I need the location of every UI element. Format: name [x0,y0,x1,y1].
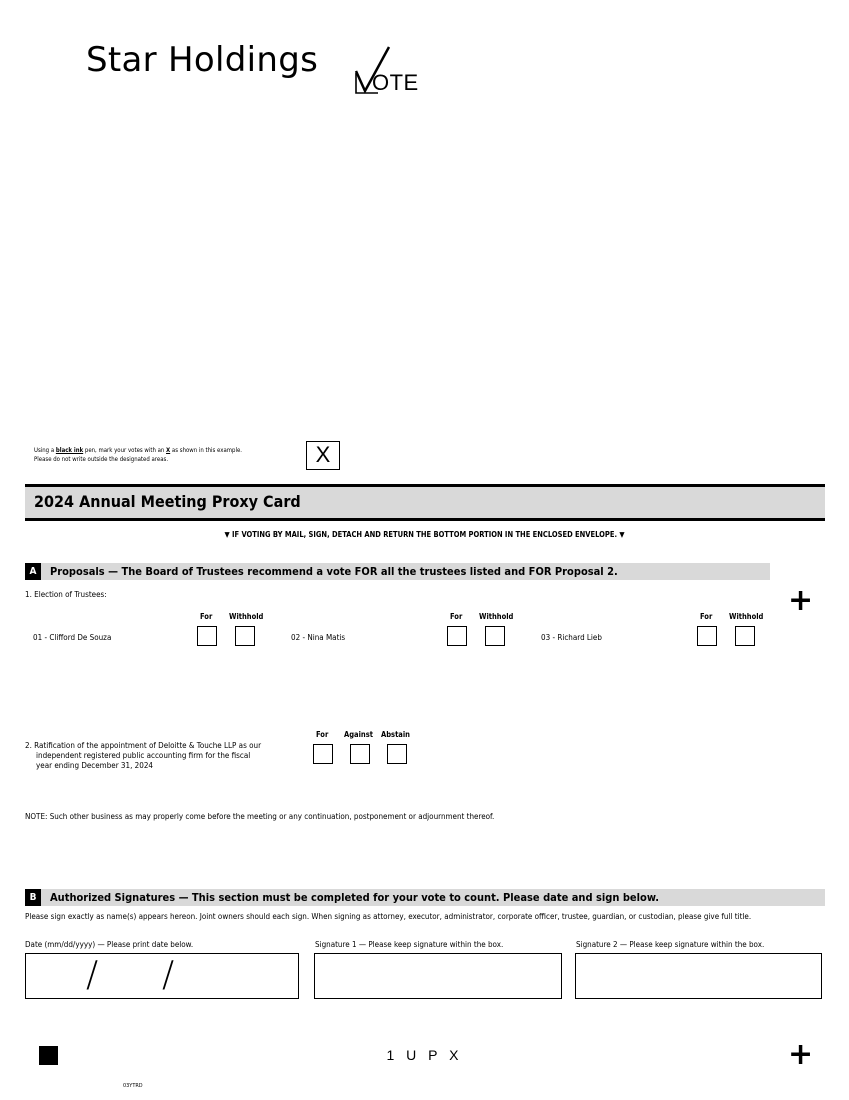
company-logo: Star Holdings [86,40,319,80]
section-a-title: Proposals — The Board of Trustees recommend a vote FOR all the trustees listed and FOR Proposal 2. [50,565,618,578]
nominee-1-for-checkbox[interactable] [197,626,217,646]
nominee3-withhold-header: Withhold [729,612,764,621]
nominee-2-name: 02 - Nina Matis [291,633,346,642]
proposal-2-for-header: For [316,730,329,739]
nominee-3-withhold-checkbox[interactable] [735,626,755,646]
vote-logo-text: OTE [372,70,419,95]
proposal-2-against-checkbox[interactable] [350,744,370,764]
nominee-2-withhold-checkbox[interactable] [485,626,505,646]
example-mark-box: X [306,441,340,470]
form-code: 1 U P X [386,1047,463,1063]
proposal-2-abstain-checkbox[interactable] [387,744,407,764]
nominee1-withhold-header: Withhold [229,612,264,621]
signature-2-label: Signature 2 — Please keep signature within the box. [576,940,765,949]
section-a-letter: A [25,563,41,580]
date-separator-1: / [86,954,99,995]
section-b-title: Authorized Signatures — This section must be completed for your vote to count. Please date and sign below. [50,891,660,904]
signature-2-box[interactable] [575,953,822,999]
registration-plus-bottom: + [788,1037,814,1072]
small-form-code: 03YTRD [123,1083,143,1089]
signature-1-box[interactable] [314,953,562,999]
date-input-box[interactable] [25,953,299,999]
proposal-1-label: 1. Election of Trustees: [25,590,107,599]
nominee-1-withhold-checkbox[interactable] [235,626,255,646]
nominee-2-for-checkbox[interactable] [447,626,467,646]
black-ink-emphasis: black ink [55,447,84,454]
proposal-2-abstain-header: Abstain [381,730,410,739]
registration-plus-top: + [788,583,814,618]
signing-instructions: Please sign exactly as name(s) appears hereon. Joint owners should each sign. When signing as attorney, executor, administrator, corporate officer, trustee, guardian, or custodian, please give full title. [25,912,752,921]
date-separator-2: / [162,954,175,995]
date-label: Date (mm/dd/yyyy) — Please print date below. [25,940,194,949]
proposal-2-text: 2. Ratification of the appointment of Deloitte & Touche LLP as our independent registered public accounting firm for the fiscal year ending December 31, 2024 [25,741,262,770]
signature-1-label: Signature 1 — Please keep signature within the box. [315,940,504,949]
section-b-letter: B [25,889,41,906]
proposal-2-for-checkbox[interactable] [313,744,333,764]
nominee-3-name: 03 - Richard Lieb [541,633,602,642]
detach-note: ▼ IF VOTING BY MAIL, SIGN, DETACH AND RETURN THE BOTTOM PORTION IN THE ENCLOSED ENVELOPE. ▼ [224,530,625,539]
nominee3-for-header: For [700,612,713,621]
nominee-1-name: 01 - Clifford De Souza [33,633,112,642]
nominee-3-for-checkbox[interactable] [697,626,717,646]
nominee2-withhold-header: Withhold [479,612,514,621]
title-band-bottom-rule [25,518,825,521]
other-business-note: NOTE: Such other business as may properly come before the meeting or any continuation, postponement or adjournment thereof. [25,812,495,821]
proposal-2-against-header: Against [344,730,373,739]
nominee1-for-header: For [200,612,213,621]
card-title: 2024 Annual Meeting Proxy Card [34,492,301,511]
ink-instructions: Using a black ink pen, mark your votes with an X as shown in this example. Please do not write outside the designated areas. [34,447,242,463]
nominee2-for-header: For [450,612,463,621]
